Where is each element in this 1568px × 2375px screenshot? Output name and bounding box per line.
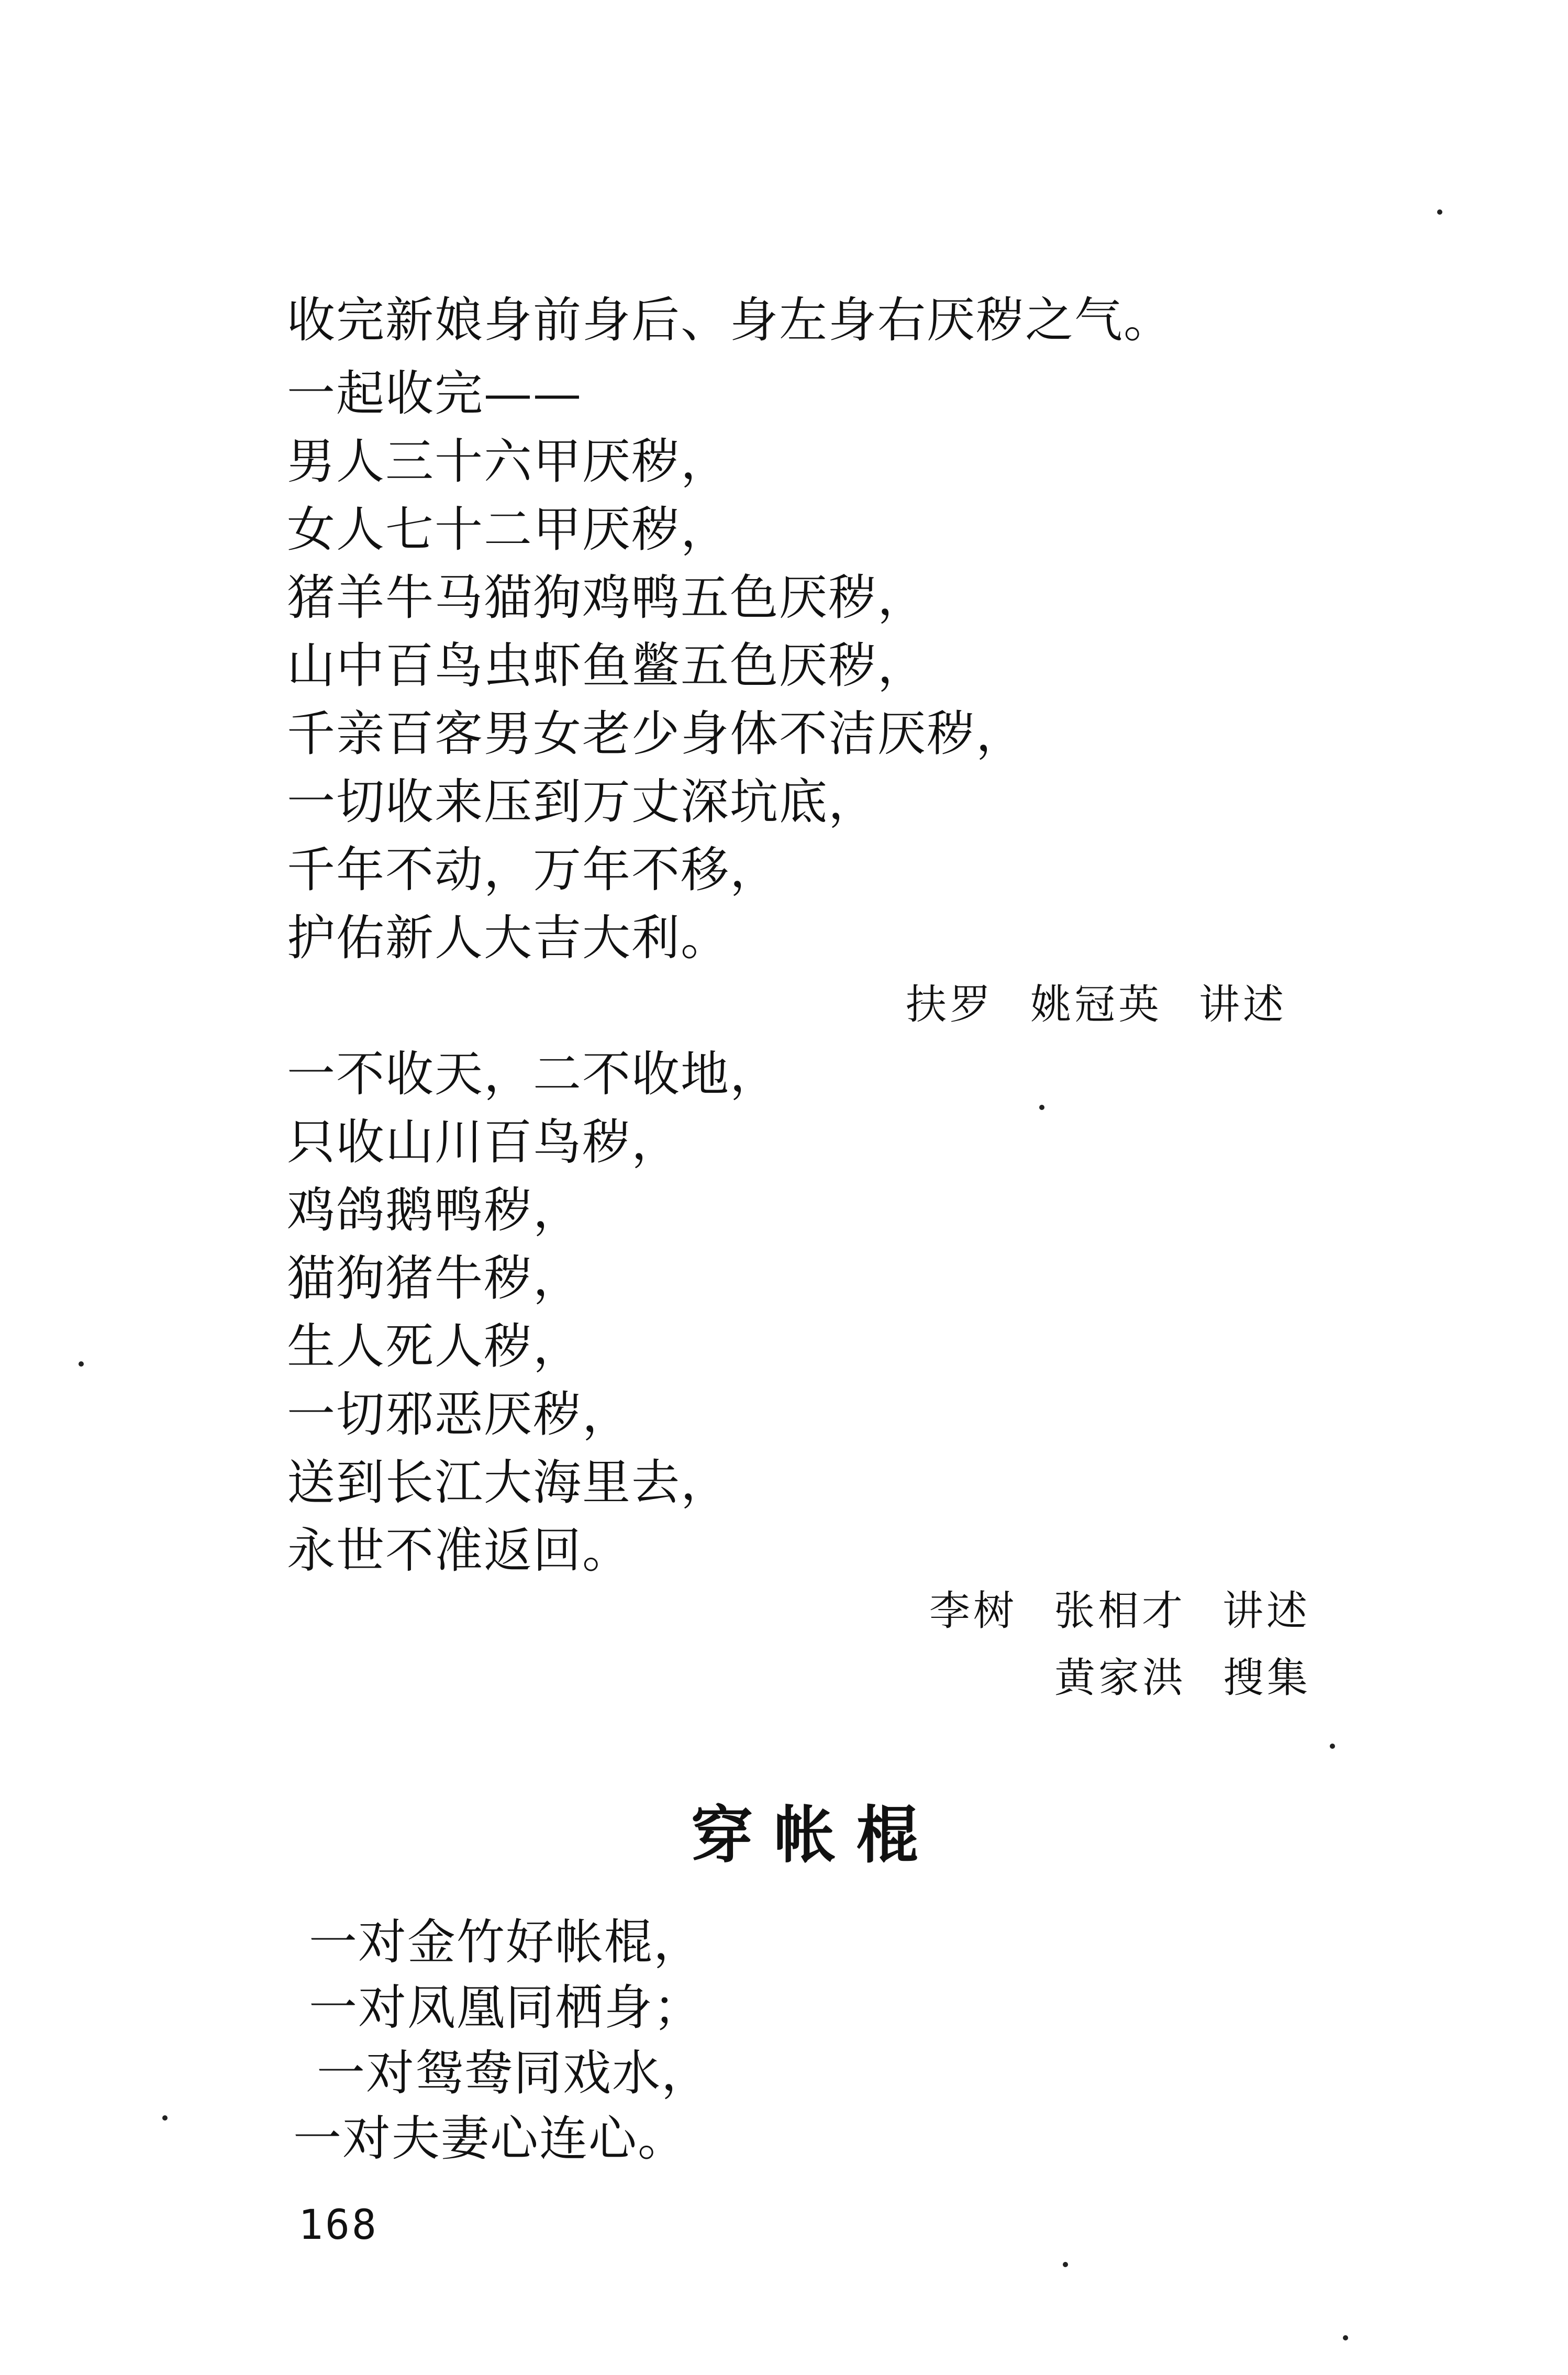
credit-name: 姚冠英 <box>1030 981 1163 1028</box>
verse-line: 猪羊牛马猫狗鸡鸭五色厌秽， <box>287 570 927 626</box>
section-title: 穿帐棍 <box>691 1799 940 1871</box>
scan-speck <box>1063 2262 1068 2267</box>
verse-line: 永世不准返回。 <box>287 1523 632 1579</box>
verse-line: 收完新娘身前身后、身左身右厌秽之气。 <box>287 292 1173 348</box>
narrator-credit <box>906 976 1287 1034</box>
scan-speck <box>79 1361 84 1367</box>
verse-line: 男人三十六甲厌秽， <box>287 434 730 490</box>
scan-speck <box>1437 209 1442 215</box>
credit-role: 讲述 <box>1222 1588 1311 1635</box>
collector-credit <box>1054 1649 1311 1707</box>
credit-place: 扶罗 <box>906 981 994 1028</box>
credit-role: 讲述 <box>1199 981 1287 1028</box>
scan-speck <box>1343 2335 1348 2340</box>
collector-role: 搜集 <box>1223 1655 1311 1702</box>
verse-line: 女人七十二甲厌秽， <box>287 502 730 558</box>
scan-speck <box>1330 1744 1335 1749</box>
credit-name: 张相才 <box>1054 1588 1186 1635</box>
verse-line: 一对夫妻心连心。 <box>293 2111 687 2167</box>
verse-line: 一对凤凰同栖身； <box>309 1980 703 2036</box>
verse-line: 只收山川百鸟秽， <box>287 1114 681 1170</box>
verse-line: 一对金竹好帐棍， <box>309 1914 703 1970</box>
scan-speck <box>162 2115 168 2121</box>
verse-line: 一不收天，二不收地， <box>287 1046 780 1102</box>
verse-line: 猫狗猪牛秽， <box>287 1250 583 1306</box>
verse-line: 护佑新人大吉大利。 <box>287 910 730 966</box>
verse-line: 一切邪恶厌秽， <box>287 1386 632 1442</box>
verse-line: 鸡鸽鹅鸭秽， <box>287 1182 583 1238</box>
verse-line: 一切收来压到万丈深坑底， <box>287 774 878 830</box>
narrator-credit <box>929 1582 1310 1640</box>
verse-line: 千亲百客男女老少身体不洁厌秽， <box>287 706 1026 762</box>
verse-line: 一对鸳鸯同戏水， <box>317 2045 711 2101</box>
credit-place: 李树 <box>929 1588 1018 1635</box>
page-number: 168 <box>298 2202 379 2249</box>
verse-line: 生人死人秽， <box>287 1318 583 1374</box>
verse-line: 送到长江大海里去， <box>287 1455 730 1511</box>
verse-line: 一起收完—— <box>287 365 583 421</box>
verse-line: 千年不动，万年不移， <box>287 842 780 898</box>
collector-name: 黄家洪 <box>1054 1655 1187 1702</box>
verse-line: 山中百鸟虫虾鱼鳖五色厌秽， <box>287 638 927 694</box>
scan-speck <box>1039 1105 1044 1110</box>
